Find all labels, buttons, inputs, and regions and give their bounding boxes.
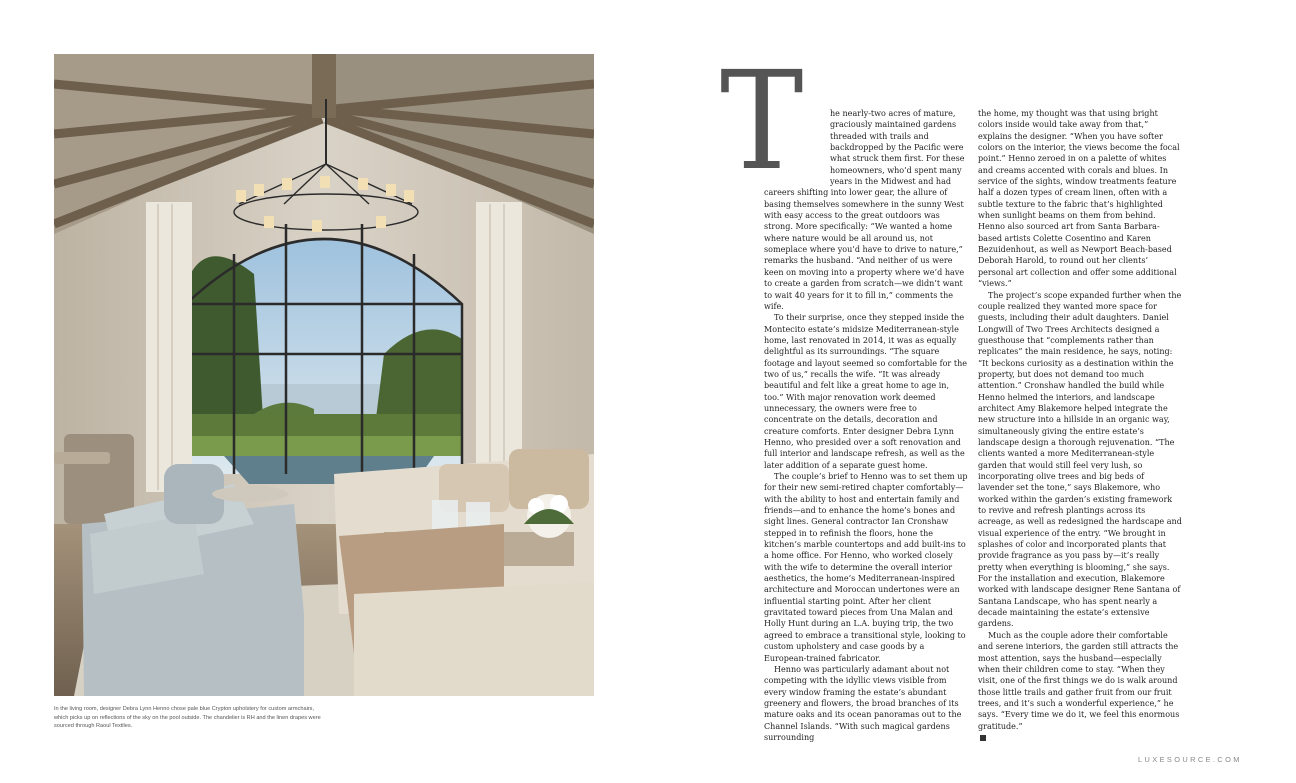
site-url: LUXESOURCE.COM xyxy=(1138,755,1242,764)
paragraph: The couple’s brief to Henno was to set them up for their new semi-retired chapter comfortably—with the ability to host and entertain family and friends—and to enhance the home’s bones and sight lines. General contractor Ian Cronshaw stepped in to refinish the floors, hone the kitchen’s marble countertops and add built-ins to a home office. For Henno, who worked closely with the wife to determine the overall interior aesthetics, the home’s Mediterranean-inspired architecture and Moroccan undertones were an influential starting point. After her client gravitated toward pieces from Una Malan and Holly Hunt during an L.A. buying trip, the two agreed to embrace a transitional style, looking to custom upholstery and case goods by a European-trained fabricator. xyxy=(764,472,968,663)
living-room-photo xyxy=(54,54,594,696)
article-column-1 xyxy=(720,43,968,743)
paragraph: Henno was particularly adamant about not competing with the idyllic views visible from every window framing the estate’s abundant greenery and flowers, the broad branches of its mature oaks and its ocean panoramas out to the Channel Islands. “With such magical gardens surrounding xyxy=(764,664,962,742)
paragraph: To their surprise, once they stepped inside the Montecito estate’s midsize Mediterranean-style home, last renovated in 2014, it was as equally delightful as its surroundings. “The square footage and layout seemed so comfortable for the two of us,” recalls the wife. “It was already beautiful and felt like a great home to age in, too.” With major renovation work deemed unnecessary, the owners were free to concentrate on the details, decoration and creature comforts. Enter designer Debra Lynn Henno, who presided over a soft renovation and full interior and landscape refresh, as well as the later addition of a separate guest home. xyxy=(764,313,968,470)
photo-caption: In the living room, designer Debra Lynn Henno chose pale blue Crypton upholstery for custom armchairs, which picks up on reflections of the sky on the pool outside. The chandelier is RH and the linen drapes were sourced through Raoul Textiles. xyxy=(54,706,321,730)
end-mark-icon xyxy=(980,735,986,741)
drop-cap: T xyxy=(720,43,804,201)
article-column-2 xyxy=(978,108,1182,743)
paragraph: the home, my thought was that using bright colors inside would take away from that,” explains the designer. “When you have softer colors on the interior, the views become the focal point.” Henno zeroed in on a palette of whites and creams accented with corals and blues. In service of the sights, window treatments feature half a dozen types of cream linen, often with a subtle texture to the fabric that’s highlighted when sunlight beams on them from behind. Henno also sourced art from Santa Barbara-based artists Colette Cosentino and Karen Bezuidenhout, as well as Newport Beach-based Deborah Harold, to round out her clients’ personal art collection and offer some additional “views.” xyxy=(978,109,1180,289)
paragraph: Much as the couple adore their comfortable and serene interiors, the garden still attracts the most attention, says the husband—especially when their children come to stay. “When they visit, one of the first things we do is walk around those little trails and gather fruit from our fruit trees, and it’s such a wonderful experience,” he says. “Every time we do it, we feel this enormous gratitude.” xyxy=(978,630,1180,731)
paragraph: The project’s scope expanded further when the couple realized they wanted more space for guests, including their adult daughters. Daniel Longwill of Two Trees Architects designed a guesthouse that “complements rather than replicates” the main residence, he says, noting: “It beckons curiosity as a destination within the property, but does not demand too much attention.” Cronshaw handled the build while Henno helmed the interiors, and landscape architect Amy Blakemore helped integrate the new structure into a hillside in an organic way, simultaneously giving the entire estate’s landscape design a thorough rejuvenation. “The clients wanted a more Mediterranean-style garden that would still feel very lush, so incorporating olive trees and big beds of lavender set the tone,” says Blakemore, who worked within the garden’s existing framework to revive and refresh plantings across its acreage, as well as redesigned the hardscape and visual experience of the entry. “We brought in splashes of color and incorporated plants that provide fragrance as you pass by—it’s really pretty when everything is blooming,” she says. For the installation and execution, Blakemore worked with landscape designer Rene Santana of Santana Landscape, who has spent nearly a decade maintaining the estate’s extensive gardens. xyxy=(978,290,1182,629)
paragraph: he nearly-two acres of mature, graciously maintained gardens threaded with trails and backdropped by the Pacific were what struck them first. For these homeowners, who’d spent many years in the Midwest and had careers shifting into lower gear, the allure of basing themselves somewhere in the sunny West with easy access to the great outdoors was strong. More specifically: “We wanted a home where nature would be all around us, not someplace where you’d have to drive to nature,” remarks the husband. “And neither of us were keen on moving into a property where we’d have to create a garden from scratch—we didn’t want to wait 40 years for it to fill in,” comments the wife. xyxy=(764,109,965,311)
